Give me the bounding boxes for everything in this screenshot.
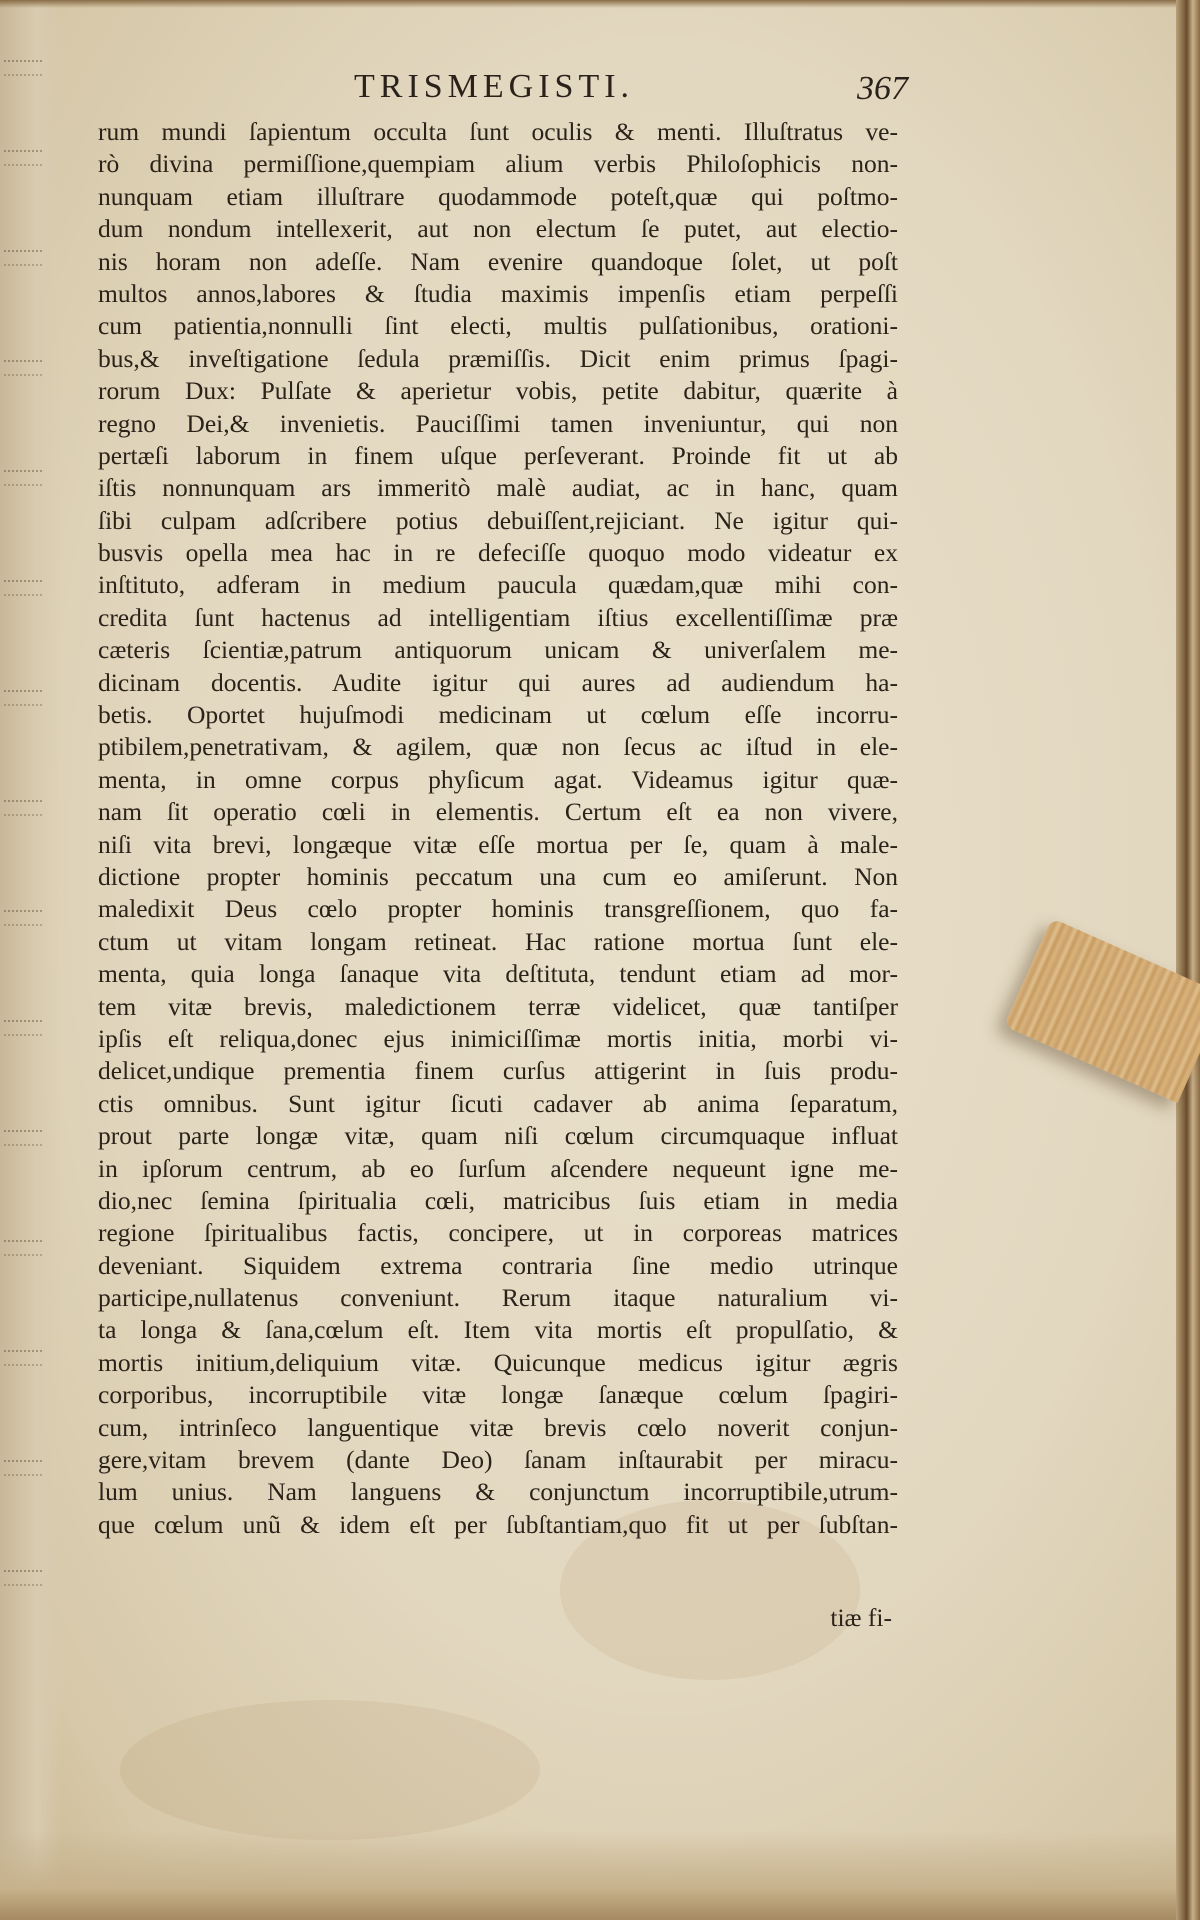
bottom-page-edge — [0, 1830, 1200, 1920]
bleed-through-mark — [4, 470, 42, 486]
bleed-through-mark — [4, 150, 42, 166]
text-line: in ipſorum centrum, ab eo ſurſum aſcendere nequeunt igne me- — [98, 1153, 898, 1183]
bleed-through-mark — [4, 1570, 42, 1586]
text-line: ctum ut vitam longam retineat. Hac ratione mortua ſunt ele- — [98, 926, 898, 956]
text-line: menta, in omne corpus phyſicum agat. Videamus igitur quæ- — [98, 764, 898, 794]
text-line: prout parte longæ vitæ, quam niſi cœlum circumquaque influat — [98, 1121, 898, 1151]
catchword: tiæ fi- — [830, 1603, 892, 1632]
text-line: rorum Dux: Pulſate & aperietur vobis, petite dabitur, quærite à — [98, 376, 898, 406]
text-line: rò divina permiſſione,quempiam alium verbis Philoſophicis non- — [98, 149, 898, 179]
page-number: 367 — [857, 70, 908, 107]
bleed-through-mark — [4, 60, 42, 76]
text-line: regione ſpiritualibus factis, concipere, ut in corporeas matrices — [98, 1218, 898, 1248]
bleed-through-mark — [4, 360, 42, 376]
text-line: deveniant. Siquidem extrema contraria ſine medio utrinque — [98, 1250, 898, 1280]
text-line: ipſis eſt reliqua,donec ejus inimiciſſimæ mortis initia, morbi vi- — [98, 1023, 898, 1053]
text-line: dum nondum intellexerit, aut non electum ſe putet, aut electio- — [98, 214, 898, 244]
bleed-through-mark — [4, 1460, 42, 1476]
text-line: menta, quia longa ſanaque vita deſtituta, tendunt etiam ad mor- — [98, 959, 898, 989]
text-line: cum, intrinſeco languentique vitæ brevis cœlo noverit conjun- — [98, 1412, 898, 1442]
bleed-through-mark — [4, 800, 42, 816]
text-line: busvis opella mea hac in re defeciſſe quoquo modo videatur ex — [98, 538, 898, 568]
text-line: ta longa & ſana,cœlum eſt. Item vita mortis eſt propulſatio, & — [98, 1315, 898, 1345]
bleed-through-mark — [4, 1130, 42, 1146]
text-line: rum mundi ſapientum occulta ſunt oculis & menti. Illuſtratus ve- — [98, 117, 898, 146]
bleed-through-mark — [4, 250, 42, 266]
text-line: maledixit Deus cœlo propter hominis transgreſſionem, quo fa- — [98, 894, 898, 924]
left-gutter — [0, 0, 62, 1920]
text-line: tem vitæ brevis, maledictionem terræ videlicet, quæ tantiſper — [98, 991, 898, 1021]
text-line: dictione propter hominis peccatum una cum eo amiſerunt. Non — [98, 861, 898, 891]
text-line: ſibi culpam adſcribere potius debuiſſent,rejiciant. Ne igitur qui- — [98, 505, 898, 535]
text-line: participe,nullatenus conveniunt. Rerum itaque naturalium vi- — [98, 1283, 898, 1313]
text-line: nis horam non adeſſe. Nam evenire quandoque ſolet, ut poſt — [98, 246, 898, 276]
text-line: dicinam docentis. Audite igitur qui aures ad audiendum ha- — [98, 667, 898, 697]
bleed-through-mark — [4, 910, 42, 926]
text-line: regno Dei,& invenietis. Pauciſſimi tamen inveniuntur, qui non — [98, 408, 898, 438]
text-line: betis. Oportet hujuſmodi medicinam ut cœlum eſſe incorru- — [98, 700, 898, 730]
bleed-through-mark — [4, 1350, 42, 1366]
text-line: ptibilem,penetrativam, & agilem, quæ non ſecus ac iſtud in ele- — [98, 732, 898, 762]
text-line: credita ſunt hactenus ad intelligentiam iſtius excellentiſſimæ præ — [98, 602, 898, 632]
text-line: mortis initium,deliquium vitæ. Quicunque medicus igitur ægris — [98, 1347, 898, 1377]
text-line: gere,vitam brevem (dante Deo) ſanam inſtaurabit per miracu- — [98, 1445, 898, 1475]
bleed-through-mark — [4, 690, 42, 706]
text-line: iſtis nonnunquam ars immeritò malè audiat, ac in hanc, quam — [98, 473, 898, 503]
text-line: que cœlum unũ & idem eſt per ſubſtantiam,quo fit ut per ſubſtan- — [98, 1509, 898, 1539]
top-page-edge — [0, 0, 1200, 8]
bleed-through-mark — [4, 580, 42, 596]
text-line: nam ſit operatio cœli in elementis. Certum eſt ea non vivere, — [98, 797, 898, 827]
wooden-page-holder — [1004, 918, 1200, 1103]
text-line: niſi vita brevi, longæque vitæ eſſe mortua per ſe, quam à male- — [98, 829, 898, 859]
text-line: cum patientia,nonnulli ſint electi, multis pulſationibus, orationi- — [98, 311, 898, 341]
text-line: cæteris ſcientiæ,patrum antiquorum unicam & univerſalem me- — [98, 635, 898, 665]
text-line: delicet,undique prementia finem curſus attigerint in ſuis produ- — [98, 1056, 898, 1086]
running-title: TRISMEGISTI. — [354, 68, 635, 105]
fore-edge — [1176, 0, 1200, 1920]
paper-stain — [120, 1700, 540, 1840]
page-header — [96, 68, 908, 118]
bleed-through-mark — [4, 1240, 42, 1256]
body-text — [98, 116, 898, 1541]
text-line: bus,& inveſtigatione ſedula præmiſſis. Dicit enim primus ſpagi- — [98, 343, 898, 373]
text-line: pertæſi laborum in finem uſque perſeverant. Proinde fit ut ab — [98, 440, 898, 470]
text-line: corporibus, incorruptibile vitæ longæ ſanæque cœlum ſpagiri- — [98, 1380, 898, 1410]
text-line: dio,nec ſemina ſpiritualia cœli, matricibus ſuis etiam in media — [98, 1185, 898, 1215]
text-line: ctis omnibus. Sunt igitur ſicuti cadaver ab anima ſeparatum, — [98, 1088, 898, 1118]
bleed-through-mark — [4, 1020, 42, 1036]
text-line: multos annos,labores & ſtudia maximis impenſis etiam perpeſſi — [98, 278, 898, 308]
text-line: inſtituto, adferam in medium paucula quædam,quæ mihi con- — [98, 570, 898, 600]
text-line: lum unius. Nam languens & conjunctum incorruptibile,utrum- — [98, 1477, 898, 1507]
text-line: nunquam etiam illuſtrare quodammode poteſt,quæ qui poſtmo- — [98, 181, 898, 211]
